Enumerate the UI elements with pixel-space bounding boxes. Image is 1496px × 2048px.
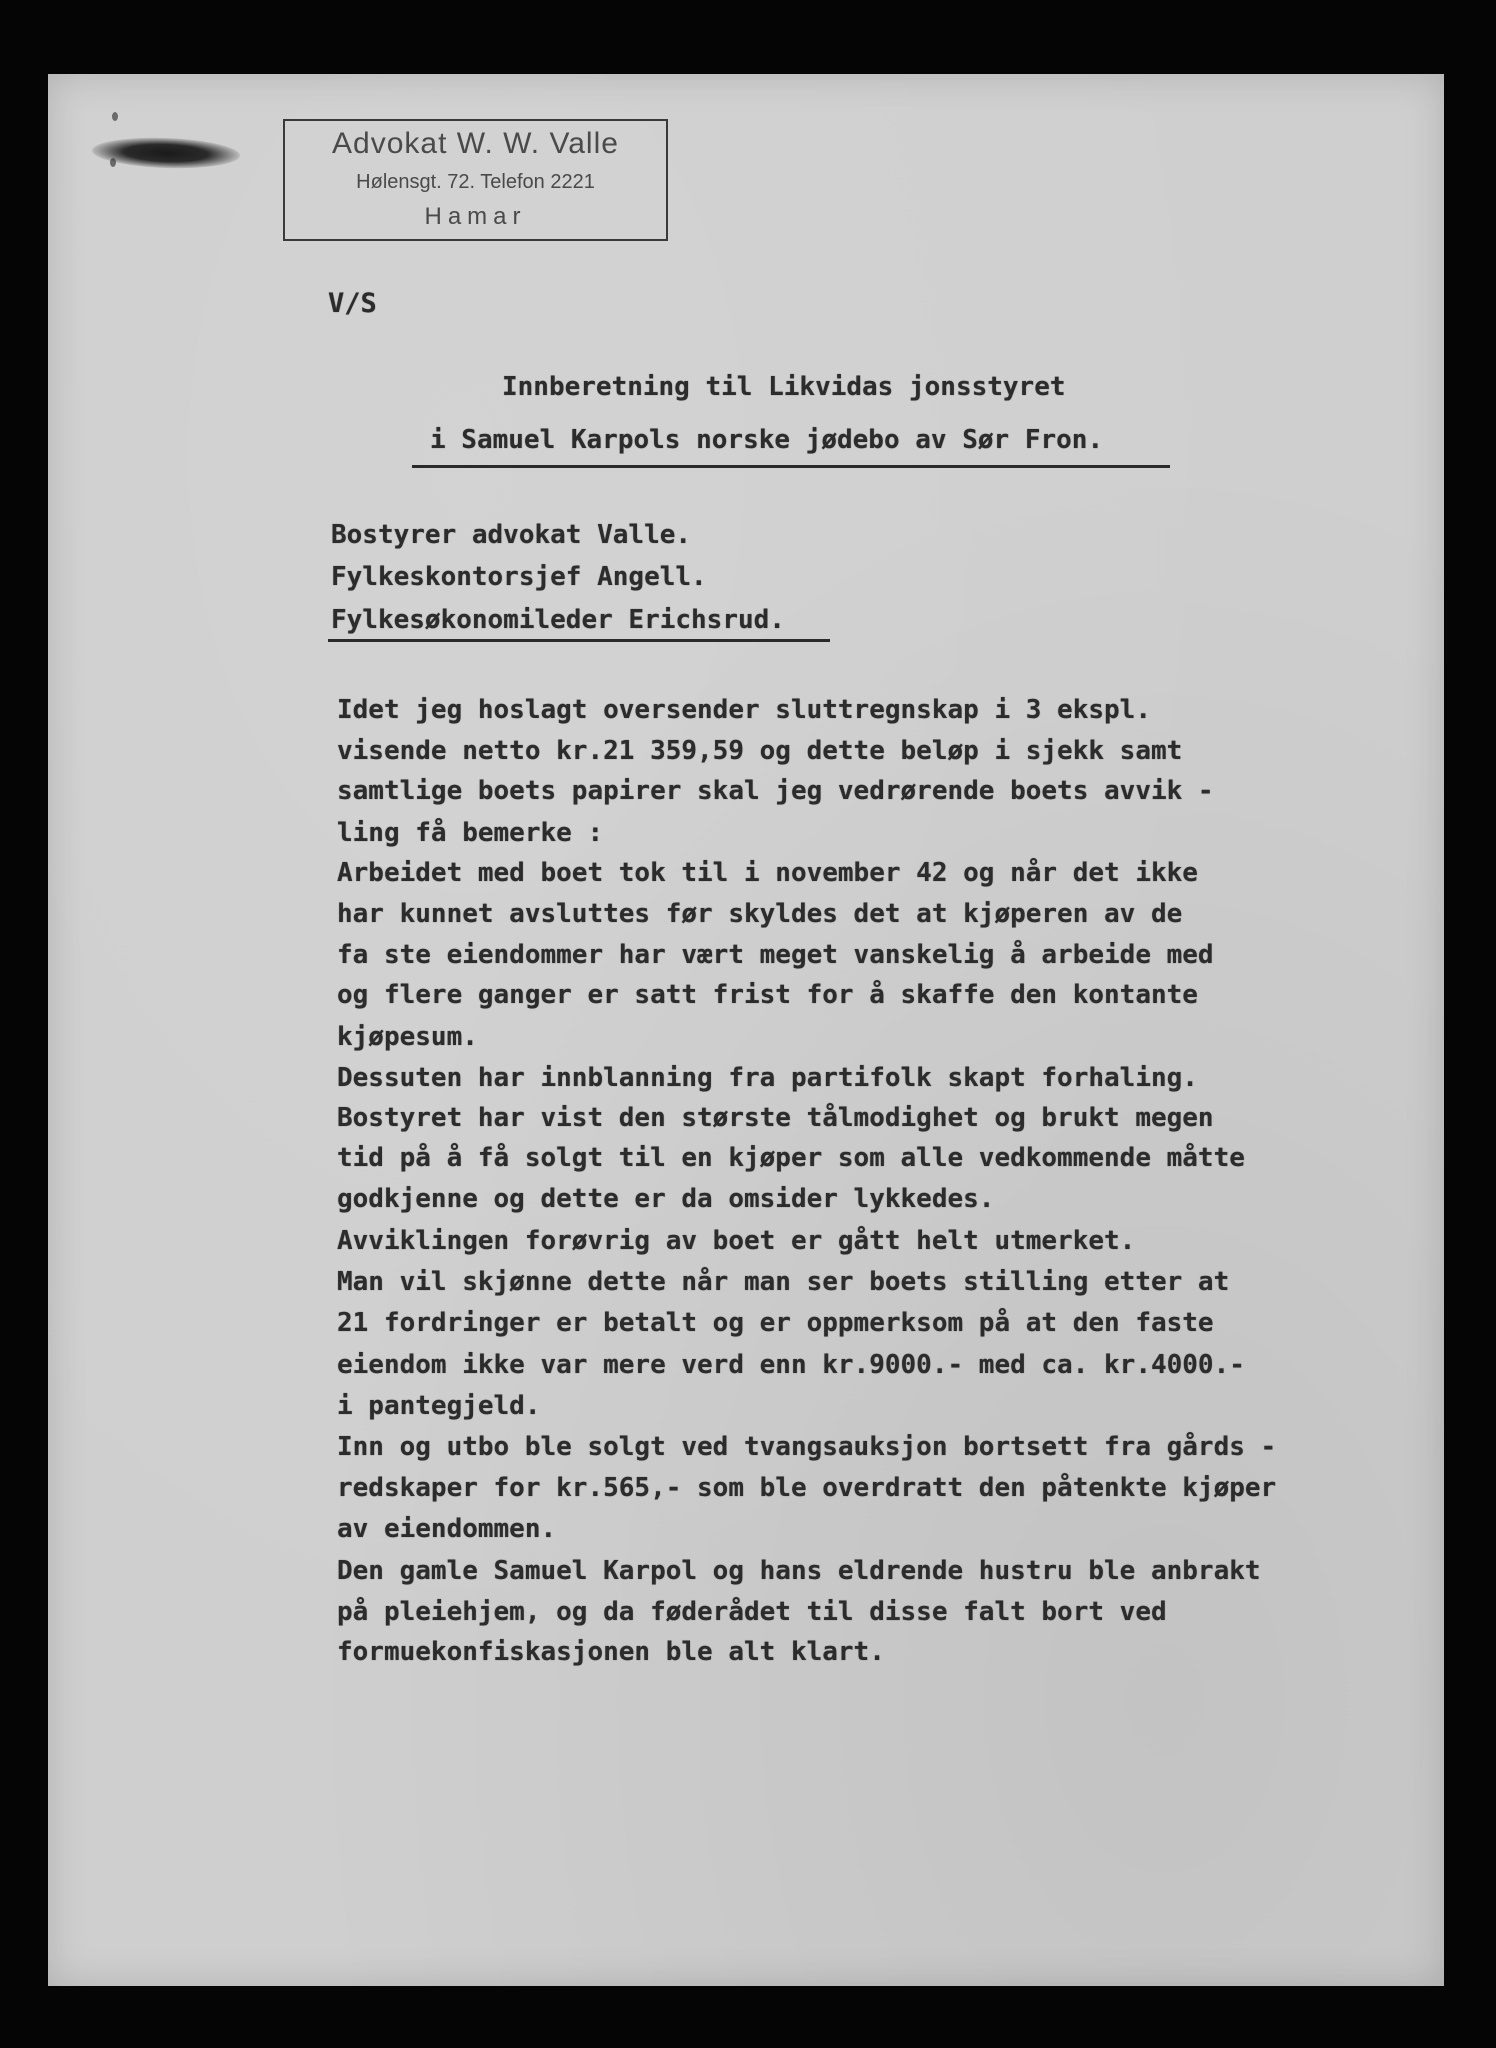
body-line: fa ste eiendommer har vært meget vanskelig å arbeide med — [337, 940, 1214, 970]
document-page — [48, 74, 1444, 1986]
body-line: Den gamle Samuel Karpol og hans eldrende hustru ble anbrakt — [337, 1556, 1261, 1586]
stamp-address: Hølensgt. 72. Telefon 2221 — [356, 171, 595, 193]
body-line: redskaper for kr.565,- som ble overdratt den påtenkte kjøper — [337, 1473, 1277, 1503]
body-line: Arbeidet med boet tok til i november 42 og når det ikke — [337, 858, 1198, 888]
body-line: formuekonfiskasjonen ble alt klart. — [337, 1637, 885, 1667]
reference-initials: V/S — [328, 288, 377, 319]
body-line: har kunnet avsluttes før skyldes det at kjøperen av de — [337, 899, 1183, 929]
body-line: Idet jeg hoslagt oversender sluttregnskap i 3 ekspl. — [337, 695, 1151, 725]
body-line: av eiendommen. — [337, 1514, 557, 1544]
document-title-line-1: Innberetning til Likvidas jonsstyret — [502, 372, 1066, 402]
body-line: Inn og utbo ble solgt ved tvangsauksjon bortsett fra gårds - — [337, 1432, 1277, 1462]
body-line: visende netto kr.21 359,59 og dette beløp i sjekk samt — [337, 736, 1183, 766]
body-line: Man vil skjønne dette når man ser boets stilling etter at — [337, 1267, 1230, 1297]
body-line: ling få bemerke : — [337, 818, 604, 848]
body-line: samtlige boets papirer skal jeg vedrørende boets avvik - — [337, 776, 1214, 806]
body-line: og flere ganger er satt frist for å skaffe den kontante — [337, 980, 1198, 1010]
addressee-line: Fylkesøkonomileder Erichsrud. — [331, 605, 785, 635]
body-line: kjøpesum. — [337, 1022, 478, 1052]
title-underline — [412, 465, 1170, 468]
addressee-line: Fylkeskontorsjef Angell. — [331, 562, 707, 592]
document-title-line-2: i Samuel Karpols norske jødebo av Sør Fron. — [430, 425, 1104, 455]
body-line: Dessuten har innblanning fra partifolk skapt forhaling. — [337, 1063, 1198, 1093]
body-line: Bostyret har vist den største tålmodighet og brukt megen — [337, 1103, 1214, 1133]
body-line: 21 fordringer er betalt og er oppmerksom på at den faste — [337, 1308, 1214, 1338]
paper-speck — [112, 112, 118, 121]
stamp-name: Advokat W. W. Valle — [332, 127, 619, 160]
body-line: eiendom ikke var mere verd enn kr.9000.- med ca. kr.4000.- — [337, 1350, 1245, 1380]
stamp-city: Hamar — [424, 203, 527, 230]
addressee-underline — [328, 639, 830, 642]
body-line: i pantegjeld. — [337, 1391, 541, 1421]
body-line: godkjenne og dette er da omsider lykkedes. — [337, 1184, 995, 1214]
body-line: Avviklingen forøvrig av boet er gått helt utmerket. — [337, 1226, 1136, 1256]
addressee-line: Bostyrer advokat Valle. — [331, 520, 692, 550]
lawyer-stamp — [283, 119, 668, 241]
body-line: på pleiehjem, og da føderådet til disse falt bort ved — [337, 1597, 1167, 1627]
body-line: tid på å få solgt til en kjøper som alle vedkommende måtte — [337, 1143, 1245, 1173]
